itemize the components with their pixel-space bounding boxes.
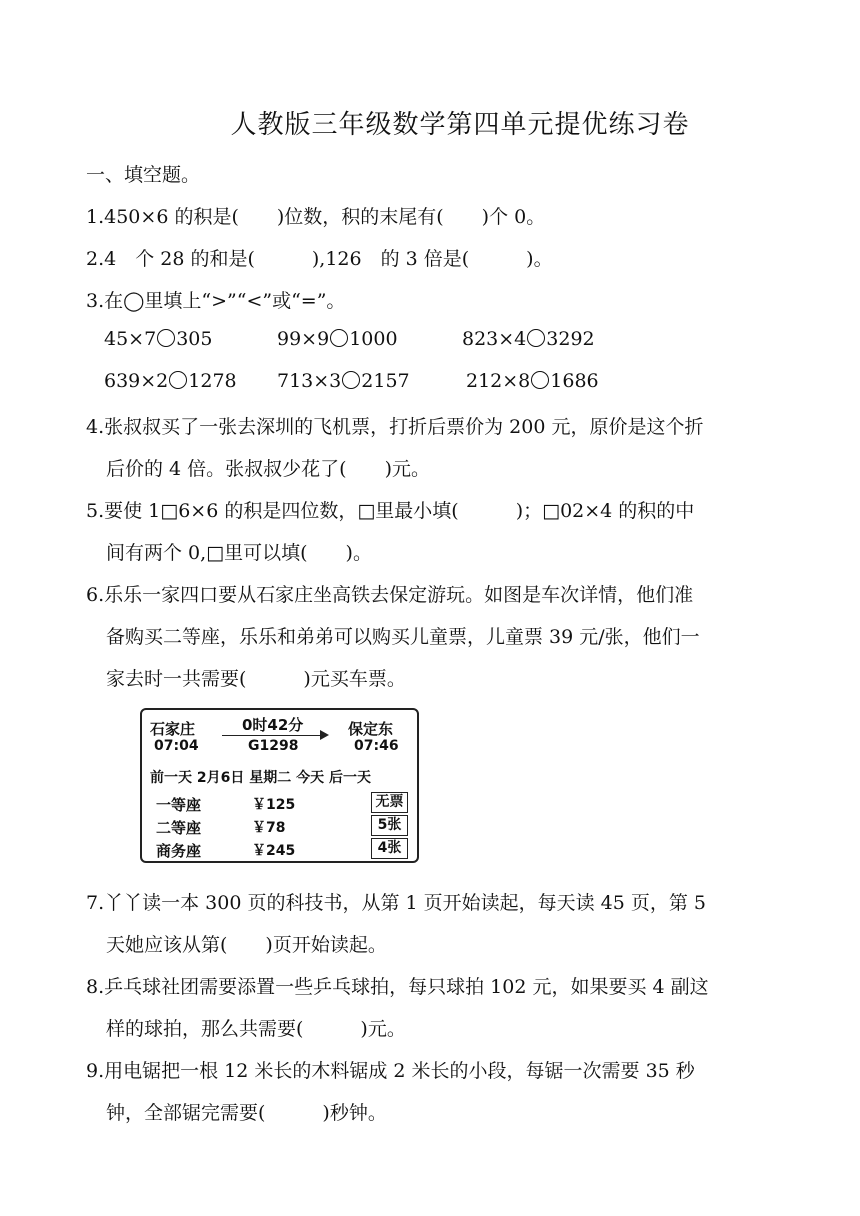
blank-circle[interactable] (169, 371, 187, 389)
comparison-item (104, 328, 212, 350)
comparison-right: 305 (176, 328, 213, 350)
question-6-line-3: 家去时一共需要( )元买车票。 (106, 668, 406, 690)
question-4-line-1: 4.张叔叔买了一张去深圳的飞机票，打折后票价为 200 元，原价是这个折 (86, 416, 704, 438)
question-6-line-2: 备购买二等座，乐乐和弟弟可以购买儿童票，儿童票 39 元/张，他们一 (106, 626, 700, 648)
question-8-line-1: 8.乒乓球社团需要添置一些乒乓球拍，每只球拍 102 元，如果要买 4 副这 (86, 976, 709, 998)
train-ticket-panel (140, 708, 419, 863)
ticket-depart-time: 07:04 (154, 738, 199, 754)
seat-price: ￥78 (252, 820, 286, 836)
seat-name: 二等座 (156, 819, 202, 837)
question-2: 2.4 个 28 的和是( ),126 的 3 倍是( )。 (86, 248, 553, 270)
section-heading: 一、填空题。 (86, 164, 201, 186)
blank-circle[interactable] (342, 371, 360, 389)
comparison-right: 1278 (188, 370, 237, 392)
question-7-line-1: 7.丫丫读一本 300 页的科技书，从第 1 页开始读起，每天读 45 页，第 5 (86, 892, 707, 914)
comparison-left: 713×3 (277, 370, 342, 392)
question-3: 3.在◯里填上“>”“<”或“=”。 (86, 290, 346, 312)
seat-status: 5张 (371, 815, 408, 836)
ticket-from: 石家庄 (150, 720, 196, 738)
question-9-line-2: 钟，全部锯完需要( )秒钟。 (106, 1102, 387, 1124)
ticket-arrive-time: 07:46 (354, 738, 399, 754)
seat-status: 4张 (371, 838, 408, 859)
blank-circle[interactable] (527, 329, 545, 347)
seat-price: ￥245 (252, 843, 296, 859)
question-6-line-1: 6.乐乐一家四口要从石家庄坐高铁去保定游玩。如图是车次详情，他们准 (86, 584, 694, 606)
comparison-right: 3292 (546, 328, 595, 350)
comparison-right: 1686 (550, 370, 599, 392)
question-7-line-2: 天她应该从第( )页开始读起。 (106, 934, 387, 956)
question-4-line-2: 后价的 4 倍。张叔叔少花了( )元。 (106, 458, 430, 480)
comparison-item (462, 328, 595, 350)
ticket-to: 保定东 (348, 720, 394, 738)
question-1: 1.450×6 的积是( )位数，积的末尾有( )个 0。 (86, 206, 546, 228)
question-8-line-2: 样的球拍，那么共需要( )元。 (106, 1018, 406, 1040)
comparison-left: 99×9 (277, 328, 330, 350)
blank-circle[interactable] (330, 329, 348, 347)
blank-circle[interactable] (157, 329, 175, 347)
comparison-right: 2157 (361, 370, 410, 392)
seat-status: 无票 (371, 792, 408, 813)
comparison-left: 45×7 (104, 328, 157, 350)
page-title: 人教版三年级数学第四单元提优练习卷 (230, 110, 690, 140)
arrow-head-icon (320, 730, 329, 740)
question-9-line-1: 9.用电锯把一根 12 米长的木料锯成 2 米长的小段，每锯一次需要 35 秒 (86, 1060, 695, 1082)
ticket-date-row: 前一天 2月6日 星期二 今天 后一天 (150, 770, 371, 786)
comparison-left: 823×4 (462, 328, 527, 350)
blank-circle[interactable] (531, 371, 549, 389)
comparison-left: 212×8 (466, 370, 531, 392)
comparison-item (277, 370, 410, 392)
comparison-left: 639×2 (104, 370, 169, 392)
comparison-right: 1000 (349, 328, 398, 350)
ticket-duration: 0时42分 (242, 716, 304, 734)
comparison-item (277, 328, 398, 350)
seat-name: 商务座 (156, 842, 202, 860)
question-5-line-2: 间有两个 0,□里可以填( )。 (106, 542, 372, 564)
seat-name: 一等座 (156, 796, 202, 814)
comparison-item (466, 370, 599, 392)
comparison-item (104, 370, 237, 392)
question-5-line-1: 5.要使 1□6×6 的积是四位数，□里最小填( )；□02×4 的积的中 (86, 500, 695, 522)
ticket-train-number: G1298 (248, 738, 299, 754)
seat-price: ￥125 (252, 797, 296, 813)
arrow-icon (222, 735, 322, 736)
